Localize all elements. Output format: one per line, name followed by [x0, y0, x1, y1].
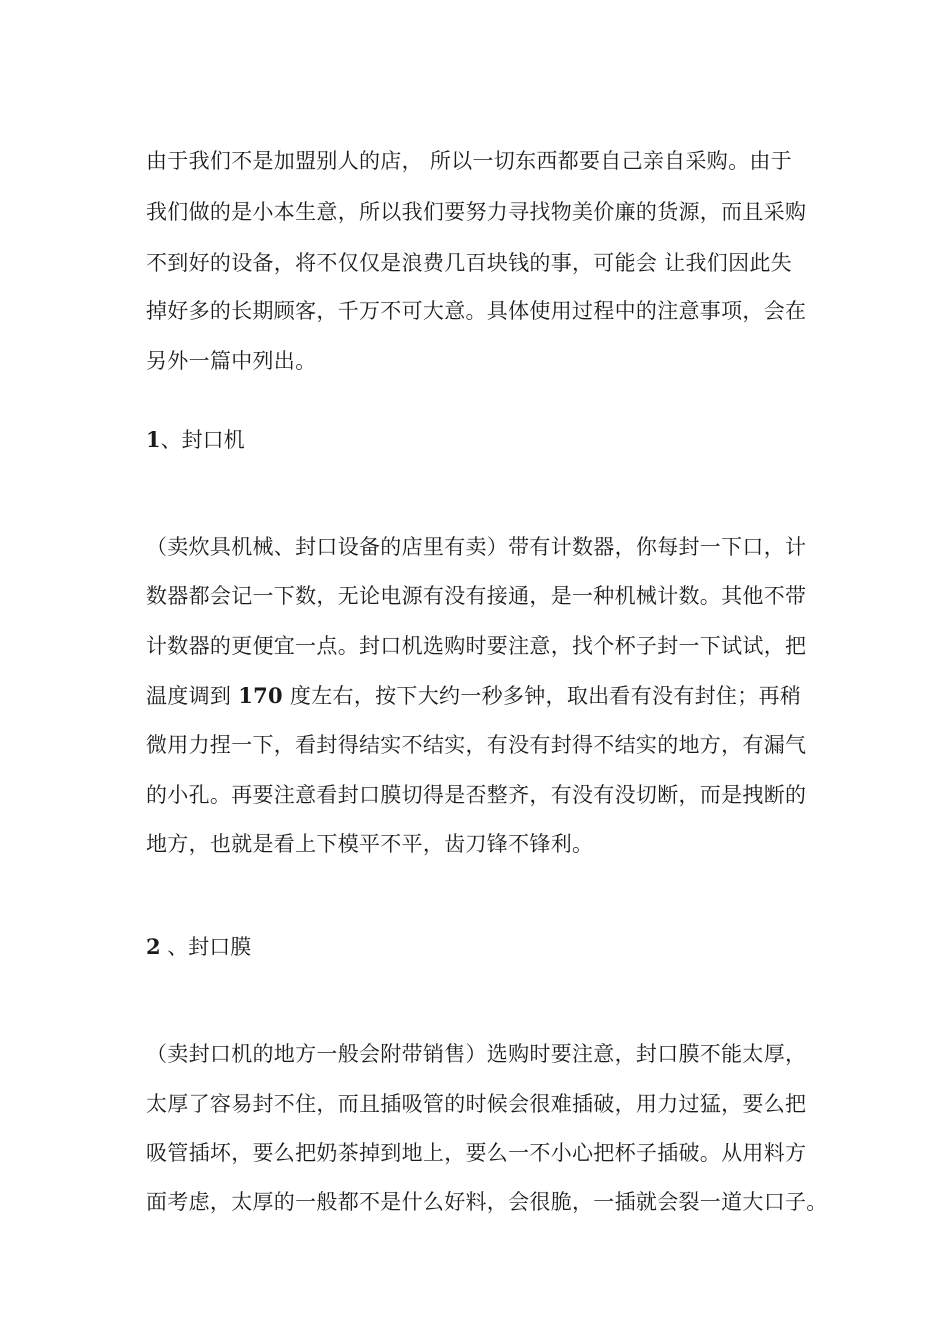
section-1-number: 1: [146, 427, 161, 452]
section-1-temperature: 170: [238, 683, 283, 708]
intro-line-4: 掉好多的长期顾客，千万不可大意。具体使用过程中的注意事项，会在: [146, 299, 807, 323]
section-2-line-2: 太厚了容易封不住，而且插吸管的时候会很难插破，用力过猛，要么把: [146, 1092, 807, 1116]
section-1-line-4-a: 温度调到: [146, 684, 232, 708]
section-1-heading: [146, 427, 245, 453]
section-1-line-4: [146, 683, 801, 709]
intro-line-1: 由于我们不是加盟别人的店， 所以一切东西都要自己亲自采购。由于: [146, 149, 792, 173]
section-2-number: 2: [146, 934, 161, 959]
section-1-line-3: 计数器的更便宜一点。封口机选购时要注意，找个杯子封一下试试，把: [146, 634, 807, 658]
section-1-line-7: 地方，也就是看上下模平不平，齿刀锋不锋利。: [146, 832, 594, 856]
section-2-title: 、封口膜: [160, 935, 252, 959]
section-2-line-3: 吸管插坏，要么把奶茶掉到地上，要么一不小心把杯子插破。从用料方: [146, 1141, 807, 1165]
section-2-heading: [146, 934, 251, 960]
intro-line-3: 不到好的设备，将不仅仅是浪费几百块钱的事，可能会 让我们因此失: [146, 251, 792, 275]
section-1-line-5: 微用力捏一下，看封得结实不结实，有没有封得不结实的地方，有漏气: [146, 733, 807, 757]
intro-line-5: 另外一篇中列出。: [146, 349, 317, 373]
section-1-title: 、封口机: [160, 428, 245, 452]
intro-line-2: 我们做的是小本生意，所以我们要努力寻找物美价廉的货源，而且采购: [146, 200, 807, 224]
section-2-line-1: （卖封口机的地方一般会附带销售）选购时要注意，封口膜不能太厚，: [146, 1042, 807, 1066]
section-1-line-1: （卖炊具机械、封口设备的店里有卖）带有计数器，你每封一下口，计: [146, 535, 807, 559]
section-2-line-4: 面考虑，太厚的一般都不是什么好料，会很脆，一插就会裂一道大口子。: [146, 1190, 828, 1214]
section-1-line-2: 数器都会记一下数，无论电源有没有接通，是一种机械计数。其他不带: [146, 584, 807, 608]
section-1-line-6: 的小孔。再要注意看封口膜切得是否整齐，有没有没切断，而是拽断的: [146, 783, 807, 807]
section-1-line-4-b: 度左右，按下大约一秒多钟，取出看有没有封住；再稍: [289, 684, 802, 708]
